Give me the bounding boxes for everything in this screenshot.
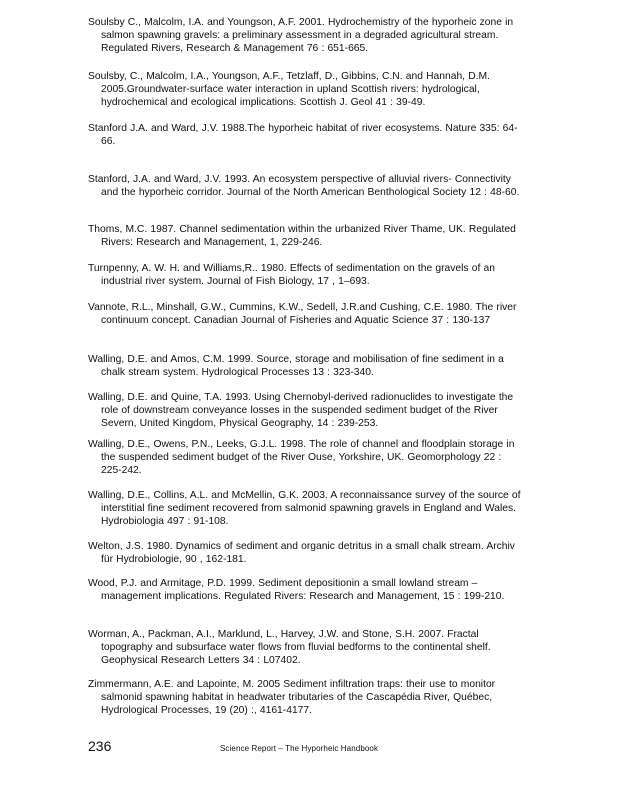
- reference-entry: Stanford J.A. and Ward, J.V. 1988.The hyporheic habitat of river ecosystems. Nature 335: 64-66.: [88, 123, 518, 147]
- reference-entry: Soulsby C., Malcolm, I.A. and Youngson, A.F. 2001. Hydrochemistry of the hyporheic zone in salmon spawning gravels: a preliminary assessment in a degraded agricultural stream. Regulated Rivers, Research & Management 76 : 651-665.: [88, 17, 514, 54]
- reference-entry: Welton, J.S. 1980. Dynamics of sediment and organic detritus in a small chalk stream. Archiv für Hydrobiologie, 90 , 162-181.: [88, 541, 515, 565]
- page-footer: [88, 738, 508, 758]
- footer-title: Science Report – The Hyporheic Handbook: [220, 744, 379, 753]
- reference-entry: Walling, D.E. and Quine, T.A. 1993. Using Chernobyl-derived radionuclides to investigate the role of downstream conveyance losses in the suspended sediment budget of the River Severn, United Kingdom, Physical Geography, 14 : 239-253.: [88, 392, 514, 429]
- reference-entry: Soulsby, C., Malcolm, I.A., Youngson, A.F., Tetzlaff, D., Gibbins, C.N. and Hannah, D.M. 2005.Groundwater-surface water interaction in upland Scottish rivers: hydrological, hydrochemical and ecological implications. Scottish J. Geol 41 : 39-49.: [88, 71, 490, 108]
- reference-entry: Wood, P.J. and Armitage, P.D. 1999. Sediment depositionin a small lowland stream – management implications. Regulated Rivers: Research and Management, 15 : 199-210.: [88, 578, 505, 602]
- reference-entry: Vannote, R.L., Minshall, G.W., Cummins, K.W., Sedell, J.R.and Cushing, C.E. 1980. The river continuum concept. Canadian Journal of Fisheries and Aquatic Science 37 : 130-137: [88, 302, 517, 326]
- reference-entry: Worman, A., Packman, A.I., Marklund, L., Harvey, J.W. and Stone, S.H. 2007. Fractal topography and subsurface water flows from fluvial bedforms to the continental shelf. Geophysical Research Letters 34 : L07402.: [88, 629, 491, 666]
- reference-entry: Walling, D.E., Collins, A.L. and McMellin, G.K. 2003. A reconnaissance survey of the source of interstitial fine sediment recovered from salmonid spawning gravels in England and Wales. Hydrobiologia 497 : 91-108.: [88, 490, 521, 527]
- reference-entry: Stanford, J.A. and Ward, J.V. 1993. An ecosystem perspective of alluvial rivers- Connectivity and the hyporheic corridor. Journal of the North American Benthological Society 12 : 48-60.: [88, 174, 520, 198]
- reference-entry: Zimmermann, A.E. and Lapointe, M. 2005 Sediment infiltration traps: their use to monitor salmonid spawning habitat in headwater tributaries of the Cascapédia River, Québec, Hydrological Processes, 19 (20) :, 4161-4177.: [88, 679, 496, 716]
- reference-entry: Turnpenny, A. W. H. and Williams,R.. 1980. Effects of sedimentation on the gravels of an industrial river system. Journal of Fish Biology, 17 , 1–693.: [88, 263, 495, 287]
- reference-entry: Walling, D.E. and Amos, C.M. 1999. Source, storage and mobilisation of fine sediment in a chalk stream system. Hydrological Processes 13 : 323-340.: [88, 354, 504, 378]
- reference-entry: Walling, D.E., Owens, P.N., Leeks, G.J.L. 1998. The role of channel and floodplain storage in the suspended sediment budget of the River Ouse, Yorkshire, UK. Geomorphology 22 : 225-242.: [88, 439, 515, 476]
- page-number: 236: [88, 738, 112, 754]
- reference-entry: Thoms, M.C. 1987. Channel sedimentation within the urbanized River Thame, UK. Regulated Rivers: Research and Management, 1, 229-246.: [88, 224, 516, 248]
